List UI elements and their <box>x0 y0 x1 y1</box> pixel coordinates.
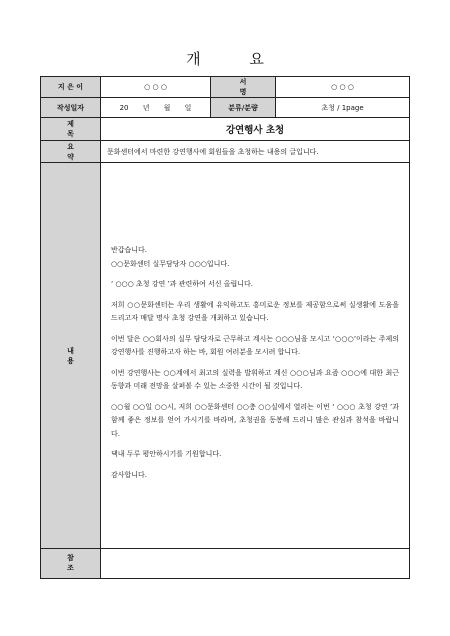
date-value <box>101 98 211 118</box>
content-paragraph: 이번 달은 ○○회사의 실무 담당자로 근무하고 계시는 ○○○님을 모시고 ‘○○○’이라는 주제의 강연행사를 진행하고자 하는 바, 회원 여러분을 모시려 합니다. <box>111 334 399 357</box>
author-row <box>41 77 410 98</box>
signature-value: ○ ○ ○ <box>276 77 410 98</box>
reference-label-text: 참 조 <box>67 554 88 573</box>
summary-form-table <box>40 76 410 579</box>
subject-label-text: 제 목 <box>67 120 88 139</box>
content-paragraph: 이번 강연행사는 ○○계에서 최고의 실력을 발휘하고 계신 ○○○님과 요즘 ○○○에 대한 최근 동향과 미래 전망을 살펴볼 수 있는 소중한 시간이 될 것입니다. <box>111 368 399 391</box>
content-paragraph: 댁내 두루 평안하시기를 기원합니다. <box>111 450 222 459</box>
content-label-text: 내 용 <box>67 346 100 365</box>
document-title: 개 요 <box>186 50 286 68</box>
content-body <box>101 163 410 549</box>
reference-value <box>101 548 410 578</box>
content-paragraph: 반갑습니다. ○○문화센터 실무담당자 ○○○입니다. <box>111 246 230 268</box>
reference-row <box>41 548 410 578</box>
summary-label <box>41 141 101 163</box>
summary-label-text: 요 약 <box>67 142 88 161</box>
summary-row <box>41 141 410 163</box>
signature-label <box>211 77 276 98</box>
category-label: 분류/분량 <box>211 98 276 118</box>
date-value-text: 20 년 월 일 <box>119 103 192 112</box>
subject-row <box>41 118 410 141</box>
subject-label <box>41 118 101 141</box>
content-row <box>41 163 410 549</box>
content-paragraph: ○○월 ○○일 ○○시, 저희 ○○문화센터 ○○층 ○○실에서 열리는 이번 ‘ ○○○ 초청 강연 ’과 함께 좋은 정보를 얻어 가시기를 바라며, 초청권을 동봉해 드리니 많은 관심과 참석을 바랍니다. <box>111 402 399 438</box>
author-label: 지 은 이 <box>41 77 101 98</box>
category-value: 초청 / 1page <box>276 98 410 118</box>
content-paragraph: 감사합니다. <box>111 470 148 479</box>
content-paragraph: 저희 ○○문화센터는 우리 생활에 유익하고도 흥미로운 정보를 제공함으로써 실생활에 도움을 드리고자 매달 명사 초청 강연을 개최하고 있습니다. <box>111 300 399 323</box>
signature-label-text: 서 명 <box>239 78 261 97</box>
summary-value: 문화센터에서 마련한 강연행사에 회원들을 초청하는 내용의 글입니다. <box>101 141 410 163</box>
author-value: ○ ○ ○ <box>101 77 211 98</box>
content-label <box>41 163 101 549</box>
date-label: 작성일자 <box>41 98 101 118</box>
reference-label <box>41 548 101 578</box>
content-paragraph: ‘ ○○○ 초청 강연 ’과 관련하여 서신 올립니다. <box>111 280 254 289</box>
date-row <box>41 98 410 118</box>
subject-value: 강연행사 초청 <box>101 118 410 141</box>
